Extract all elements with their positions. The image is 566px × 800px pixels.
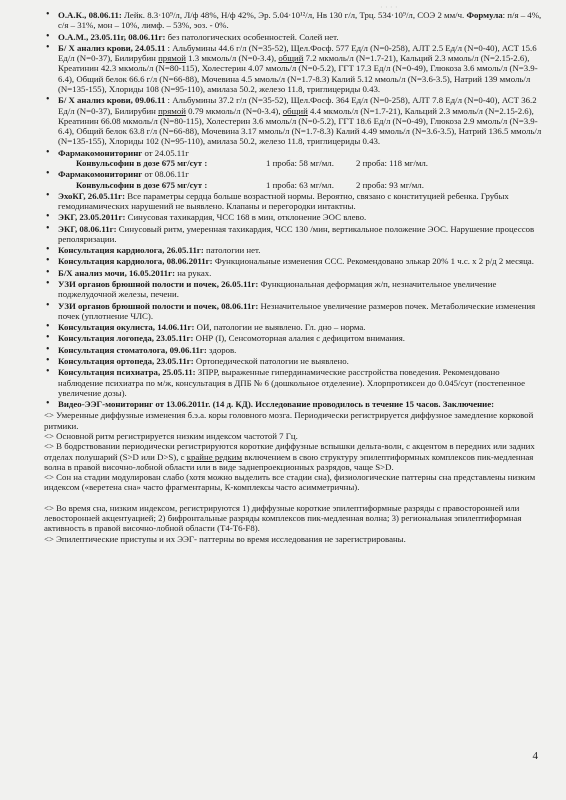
urine-bio-entry: • Б/Х анализ мочи, 16.05.2011г: на руках. <box>44 268 544 278</box>
pharm-dose-row: Конвульсофин в дозе 675 мг/сут : 1 проба: 63 мг/мл. 2 проба: 93 мг/мл. <box>76 179 424 190</box>
eeg-finding: <> Основной ритм регистрируется низким индексом частотой 7 Гц. <box>44 430 298 441</box>
psychiatry-consult: • Консультация психиатра, 25.05.11: ЗПРР, выраженные гипердинамические расстройства поведения. Рекомендовано наблюдение психиатра по м/ж, консультация в ДПБ № 6 (дошкольное отделение). Хлорпротиксен до 0.045/сут (постепенное увеличение дозы). <box>44 367 544 398</box>
eeg-finding: <> Умеренные диффузные изменения б.э.а. коры головного мозга. Периодически регистрируется диффузное замедление корковой ритмики. <box>44 410 534 431</box>
ultrasound-entry-1: • УЗИ органов брюшной полости и почек, 26.05.11г: Функциональная деформация ж/п, незначительное увеличение поджелудочной железы, печени. <box>44 279 544 300</box>
page-number: 4 <box>532 750 538 762</box>
ecg-entry-1: • ЭКГ, 23.05.2011г: Синусовая тахикардия, ЧСС 168 в мин, отклонение ЭОС влево. <box>44 212 544 222</box>
ultrasound-entry-2: • УЗИ органов брюшной полости и почек, 08.06.11г: Незначительное увеличение размеров почек. Метаболические изменения почек (уплотнение ЧЛС). <box>44 301 544 322</box>
bio-blood-entry-1: • Б/ Х анализ крови, 24.05.11 : Альбумины 44.6 г/л (N=35-52), Щел.Фосф. 577 Ед/л (N=0-258), АЛТ 2.5 Ед/л (N=0-40), АСТ 15.6 Ед/л (N=0-37), Билирубин прямой 1.3 мкмоль/л (N=0-3.4), общий 7.2 мкмоль/л (N=1.7-21), Кальций 2.3 ммоль/л (N=2.15-2.6), Креатинин 42.3 мкмоль/л (N=80-115), Холестерин 4.07 ммоль/л (N=0-5.2), ГГТ 17.3 Ед/л (N=0-49), Глюкоза 3.6 ммоль/л (N=3.9-6.4), Общий белок 66.6 г/л (N=66-88), Мочевина 4.5 ммоль/л (N=1.7-8.3) Калий 5.12 ммоль/л (N=3.6-3.5), Натрий 139 ммоль/л (N=135-155), Хлориды 108 (N=95-110), амилаза 50.2, железо 11.8, триглицериды 0.43. <box>44 43 544 94</box>
cardiology-consult-1: • Консультация кардиолога, 26.05.11г: патологии нет. <box>44 245 544 255</box>
speech-therapy-consult: • Консультация логопеда, 23.05.11г: ОНР (I), Сенсомоторная алалия с дефицитом внимания. <box>44 333 544 343</box>
echo-entry: • ЭхоКГ, 26.05.11г: Все параметры сердца больше возрастной нормы. Вероятно, связано с конституцией ребенка. Грубых гемодинамических нарушений не выявлено. Клапаны и перегородки интактны. <box>44 191 544 212</box>
eeg-finding: <> Эпилептические приступы и их ЭЭГ- паттерны во время исследования не зарегистрированы. <box>44 533 406 544</box>
bleed-through-text: · · · · <box>380 2 398 12</box>
document-body <box>44 10 544 544</box>
pharm-dose-row: Конвульсофин в дозе 675 мг/сут : 1 проба: 58 мг/мл. 2 проба: 118 мг/мл. <box>76 157 428 168</box>
ophthalmology-consult: • Консультация окулиста, 14.06.11г: ОИ, патологии не выявлено. Гл. дно – норма. <box>44 322 544 332</box>
oam-entry: • О.А.М., 23.05.11г, 08.06.11г: без патологических особенностей. Солей нет. <box>44 32 544 42</box>
video-eeg-entry: • Видео-ЭЭГ-мониторинг от 13.06.2011г. (14 д. КД). Исследование проводилось в течение 15 часов. Заключение: <box>44 399 544 409</box>
pharm-monitoring-1: • Фармакомониторинг от 24.05.11г Конвульсофин в дозе 675 мг/сут : 1 проба: 58 мг/мл. 2 проба: 118 мг/мл. <box>44 148 544 169</box>
cardiology-consult-2: • Консультация кардиолога, 08.06.2011г: Функциональные изменения ССС. Рекомендовано элькар 20% 1 ч.с. х 2 р/д 2 месяца. <box>44 256 544 266</box>
orthopedic-consult: • Консультация ортопеда, 23.05.11г: Ортопедической патологии не выявлено. <box>44 356 544 366</box>
ecg-entry-2: • ЭКГ, 08.06.11г: Синусовый ритм, умеренная тахикардия, ЧСС 130 /мин, вертикальное положение ЭОС. Нарушение процессов реполяризации. <box>44 224 544 245</box>
eeg-finding: <> Во время сна, низким индексом, регистрируются 1) диффузные короткие эпилептиформные разряды с правосторонней или левосторонней акцентуацией; 2) бифронтальные разряды комплексов пик-медленная волна; 3) региональная эпилептиформная активность в правой височно-лобной области (Т4-Т6-F8). <box>44 502 522 534</box>
eeg-finding: <> Сон на стадии модулирован слабо (хотя можно выделить все стадии сна), физиологические паттерны сна представлены низким индексом («веретена сна» часто фрагментарны, К-комплексы часто асимметричны). <box>44 472 536 493</box>
spacer <box>44 493 544 503</box>
dentist-consult: • Консультация стоматолога, 09.06.11г: здоров. <box>44 345 544 355</box>
pharm-monitoring-2: • Фармакомониторинг от 08.06.11г Конвульсофин в дозе 675 мг/сут : 1 проба: 63 мг/мл. 2 проба: 93 мг/мл. <box>44 169 544 190</box>
oak-entry: • О.А.К., 08.06.11: Лейк. 8.3·10⁹/л, Л/ф 48%, Н/ф 42%, Эр. 5.04·10¹²/л, Нв 130 г/л, Трц. 534·10⁹/л, СОЭ 2 мм/ч. Формула: п/я – 4%, с/я – 31%, мон – 10%, лимф. – 53%, эоз. - 0%. <box>44 10 544 31</box>
bio-blood-entry-2: • Б/ Х анализ крови, 09.06.11 : Альбумины 37.2 г/л (N=35-52), Щел.Фосф. 364 Ед/л (N=0-258), АЛТ 7.8 Ед/л (N=0-40), АСТ 36.2 Ед/л (N=0-37), Билирубин прямой 0.79 мкмоль/л (N=0-3.4), общий 4.4 мкмоль/л (N=1.7-21), Кальций 2.3 ммоль/л (N=2.15-2.6), Креатинин 66.08 мкмоль/л (N=80-115), Холестерин 3.6 ммоль/л (N=0-5.2), ГГТ 18.6 Ед/л (N=0-49), Глюкоза 2.9 ммоль/л (N=3.9-6.4), Общий белок 63.8 г/л (N=66-88), Мочевина 3.17 ммоль/л (N=1.7-8.3) Калий 4.49 ммоль/л (N=3.6-3.5), Натрий 136.5 ммоль/л (N=135-155), Хлориды 102 (N=95-110), амилаза 50.2, железо 11.8, триглицериды 0.43. <box>44 95 544 146</box>
eeg-finding: <> В бодрствовании периодически регистрируются короткие диффузные вспышки дельта-волн, с акцентом в передних или задних отделах полушарий (S>D или D>S), с крайне редким включением в свою структуру эпилептиформных комплексов пик-медленная волна в правой височно-лобной области или в виде заднепроекционных разрядов, чаще S>D. <box>44 441 535 472</box>
